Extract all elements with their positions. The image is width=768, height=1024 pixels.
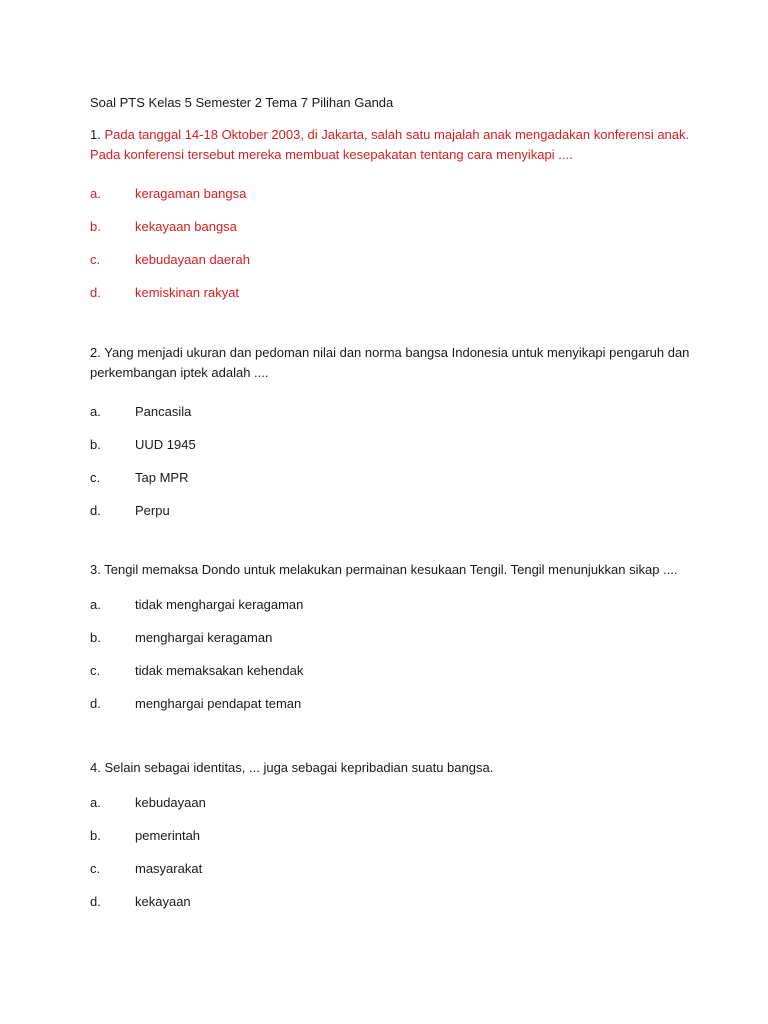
answer-option-a — [90, 794, 690, 827]
option-letter: d. — [90, 285, 101, 300]
option-letter: b. — [90, 219, 101, 234]
option-letter: c. — [90, 861, 101, 876]
answer-option-c — [90, 860, 690, 893]
option-letter: d. — [90, 894, 101, 909]
question-text — [90, 125, 690, 165]
option-text: Perpu — [135, 503, 170, 518]
answer-option-c — [90, 251, 690, 284]
question-body: Tengil memaksa Dondo untuk melakukan permainan kesukaan Tengil. Tengil menunjukkan sikap .... — [104, 562, 678, 577]
answer-options — [90, 185, 690, 317]
answer-option-d — [90, 893, 690, 926]
option-letter: a. — [90, 186, 101, 201]
answer-option-b — [90, 827, 690, 860]
question-number: 1. — [90, 127, 101, 142]
option-text: tidak memaksakan kehendak — [135, 663, 304, 678]
answer-option-d — [90, 695, 690, 728]
question-text — [90, 560, 690, 580]
option-letter: a. — [90, 597, 101, 612]
question-1 — [90, 125, 690, 317]
option-letter: c. — [90, 663, 101, 678]
option-letter: a. — [90, 404, 101, 419]
option-text: menghargai pendapat teman — [135, 696, 302, 711]
option-letter: d. — [90, 696, 101, 711]
question-number: 2. — [90, 345, 101, 360]
question-body: Pada tanggal 14-18 Oktober 2003, di Jakarta, salah satu majalah anak mengadakan konferensi anak. Pada konferensi tersebut mereka membuat kesepakatan tentang cara menyikapi .... — [90, 127, 690, 162]
option-text: masyarakat — [135, 861, 203, 876]
option-text: keragaman bangsa — [135, 186, 247, 201]
answer-option-a — [90, 403, 690, 436]
question-number: 4. — [90, 760, 101, 775]
question-body: Yang menjadi ukuran dan pedoman nilai dan norma bangsa Indonesia untuk menyikapi pengaruh dan perkembangan iptek adalah .... — [90, 345, 690, 380]
option-text: kebudayaan — [135, 795, 206, 810]
question-3 — [90, 560, 690, 728]
answer-option-b — [90, 218, 690, 251]
answer-option-d — [90, 502, 690, 535]
answer-options — [90, 794, 690, 926]
answer-option-b — [90, 629, 690, 662]
answer-option-a — [90, 185, 690, 218]
option-text: menghargai keragaman — [135, 630, 273, 645]
answer-options — [90, 596, 690, 728]
answer-option-c — [90, 662, 690, 695]
option-letter: b. — [90, 630, 101, 645]
option-text: kekayaan — [135, 894, 191, 909]
option-text: kebudayaan daerah — [135, 252, 250, 267]
option-letter: c. — [90, 252, 101, 267]
question-number: 3. — [90, 562, 101, 577]
answer-options — [90, 403, 690, 535]
document-title: Soal PTS Kelas 5 Semester 2 Tema 7 Pilihan Ganda — [90, 95, 394, 110]
option-text: Tap MPR — [135, 470, 189, 485]
question-2 — [90, 343, 690, 535]
option-text: kemiskinan rakyat — [135, 285, 240, 300]
question-text — [90, 343, 690, 383]
option-text: UUD 1945 — [135, 437, 196, 452]
answer-option-b — [90, 436, 690, 469]
option-letter: b. — [90, 437, 101, 452]
option-letter: c. — [90, 470, 101, 485]
question-text — [90, 758, 690, 778]
answer-option-c — [90, 469, 690, 502]
option-text: kekayaan bangsa — [135, 219, 237, 234]
option-letter: b. — [90, 828, 101, 843]
option-text: Pancasila — [135, 404, 192, 419]
answer-option-d — [90, 284, 690, 317]
question-body: Selain sebagai identitas, ... juga sebagai kepribadian suatu bangsa. — [104, 760, 494, 775]
option-letter: a. — [90, 795, 101, 810]
option-text: pemerintah — [135, 828, 201, 843]
option-letter: d. — [90, 503, 101, 518]
option-text: tidak menghargai keragaman — [135, 597, 304, 612]
answer-option-a — [90, 596, 690, 629]
question-4 — [90, 758, 690, 926]
